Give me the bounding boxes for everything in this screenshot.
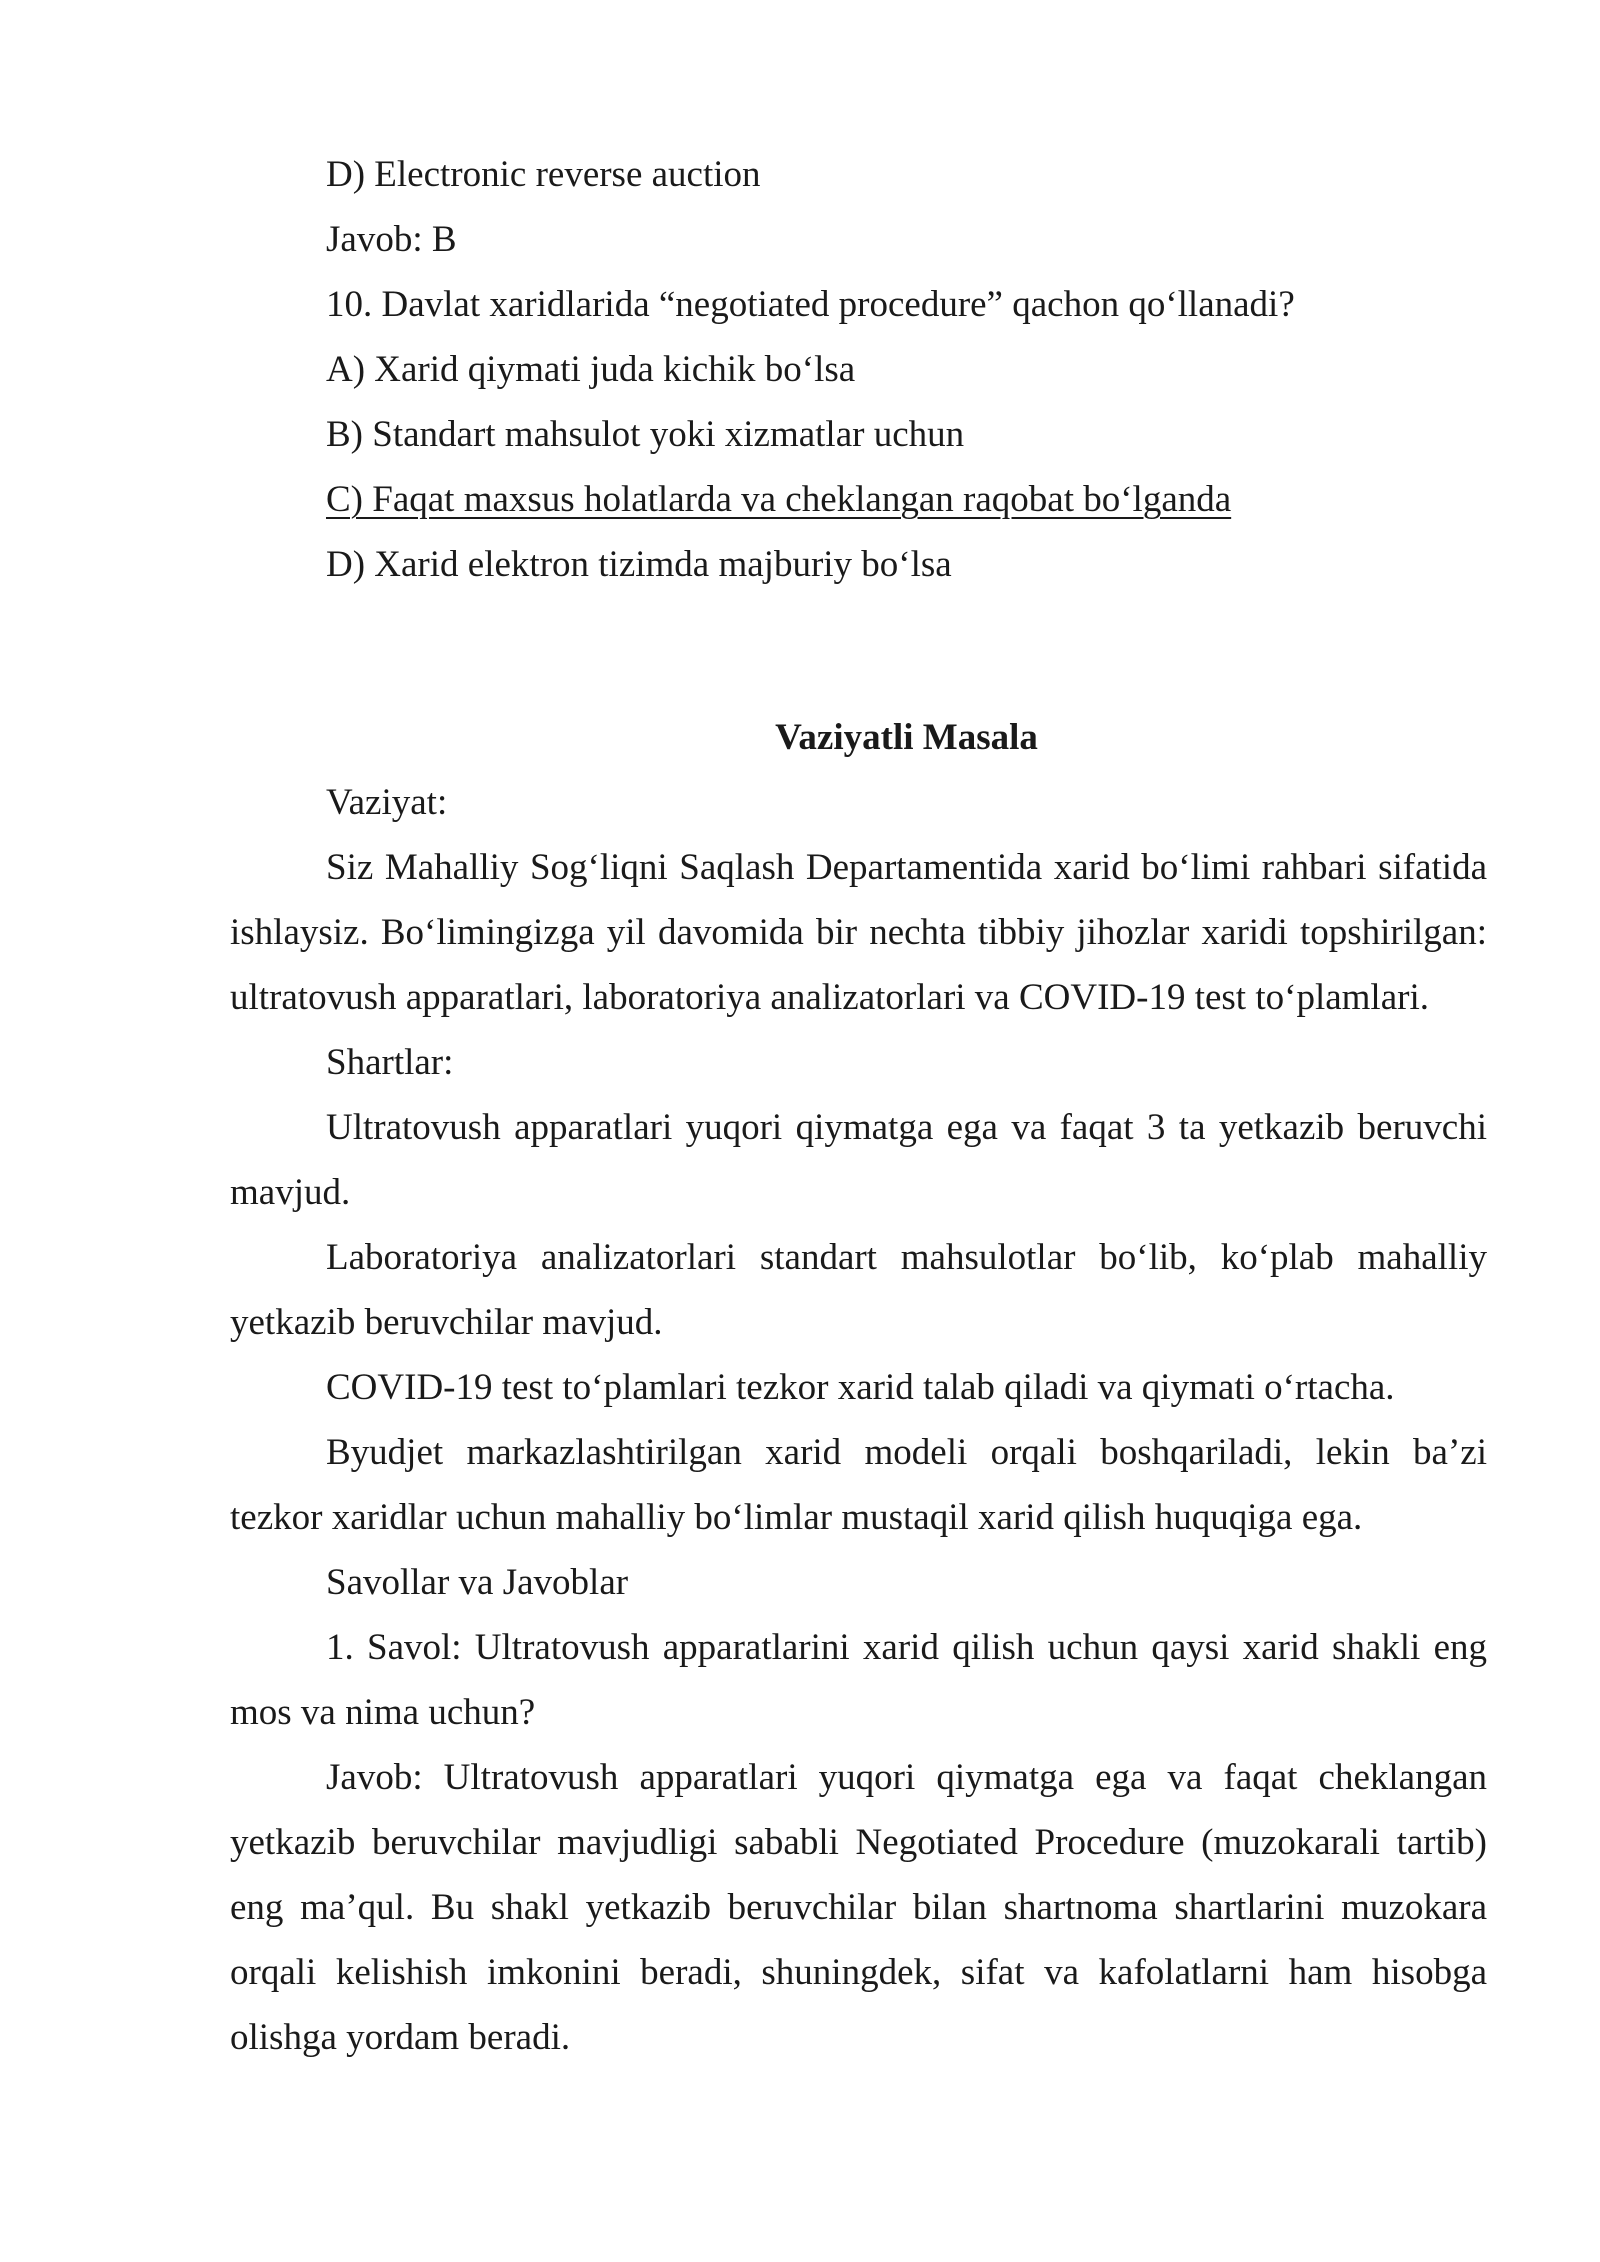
situation-text: Siz Mahalliy Sog‘liqni Saqlash Departamentida xarid bo‘limi rahbari sifatida ishlaysiz. Bo‘limingizga yil davomida bir nechta tibbiy jihozlar xaridi topshirilgan: ultratovush apparatlari, laboratoriya analizatorlari va COVID-19 test to‘plamlari. bbox=[230, 847, 1487, 1018]
case-answer-1: Javob: Ultratovush apparatlari yuqori qiymatga ega va faqat cheklangan yetkazib beruvchilar mavjudligi sababli Negotiated Procedure (muzokarali tartib) eng ma’qul. Bu shakl yetkazib beruvchilar bilan shartnoma shartlarini muzokara orqali kelishish imkonini beradi, shuningdek, sifat va kafolatlarni ham hisobga olishga yordam beradi. bbox=[230, 1757, 1487, 2058]
condition-item: Byudjet markazlashtirilgan xarid modeli orqali boshqariladi, lekin ba’zi tezkor xaridlar uchun mahalliy bo‘limlar mustaqil xarid qilish huquqiga ega. bbox=[230, 1432, 1487, 1538]
q10-option-c-correct bbox=[230, 467, 1487, 532]
condition-item: COVID-19 test to‘plamlari tezkor xarid talab qiladi va qiymati o‘rtacha. bbox=[326, 1367, 1395, 1408]
condition-item: Ultratovush apparatlari yuqori qiymatga ega va faqat 3 ta yetkazib beruvchi mavjud. bbox=[230, 1107, 1487, 1213]
case-question-1: 1. Savol: Ultratovush apparatlarini xarid qilish uchun qaysi xarid shakli eng mos va nima uchun? bbox=[230, 1627, 1487, 1733]
q10-option-b: B) Standart mahsulot yoki xizmatlar uchun bbox=[326, 414, 965, 455]
q10-question: 10. Davlat xaridlarida “negotiated procedure” qachon qo‘llanadi? bbox=[326, 284, 1295, 325]
q10-option-d: D) Xarid elektron tizimda majburiy bo‘lsa bbox=[326, 544, 952, 585]
conditions-label: Shartlar: bbox=[326, 1042, 454, 1083]
q10-option-c-text: C) Faqat maxsus holatlarda va cheklangan raqobat bo‘lganda bbox=[326, 479, 1232, 520]
qa-label: Savollar va Javoblar bbox=[326, 1562, 629, 1603]
condition-item: Laboratoriya analizatorlari standart mahsulotlar bo‘lib, ko‘plab mahalliy yetkazib beruvchilar mavjud. bbox=[230, 1237, 1487, 1343]
q9-option-d: D) Electronic reverse auction bbox=[326, 154, 761, 195]
q9-answer: Javob: B bbox=[326, 219, 457, 260]
q10-option-a: A) Xarid qiymati juda kichik bo‘lsa bbox=[326, 349, 856, 390]
case-title: Vaziyatli Masala bbox=[775, 717, 1038, 758]
situation-label: Vaziyat: bbox=[326, 782, 448, 823]
page-content bbox=[230, 142, 1487, 2070]
